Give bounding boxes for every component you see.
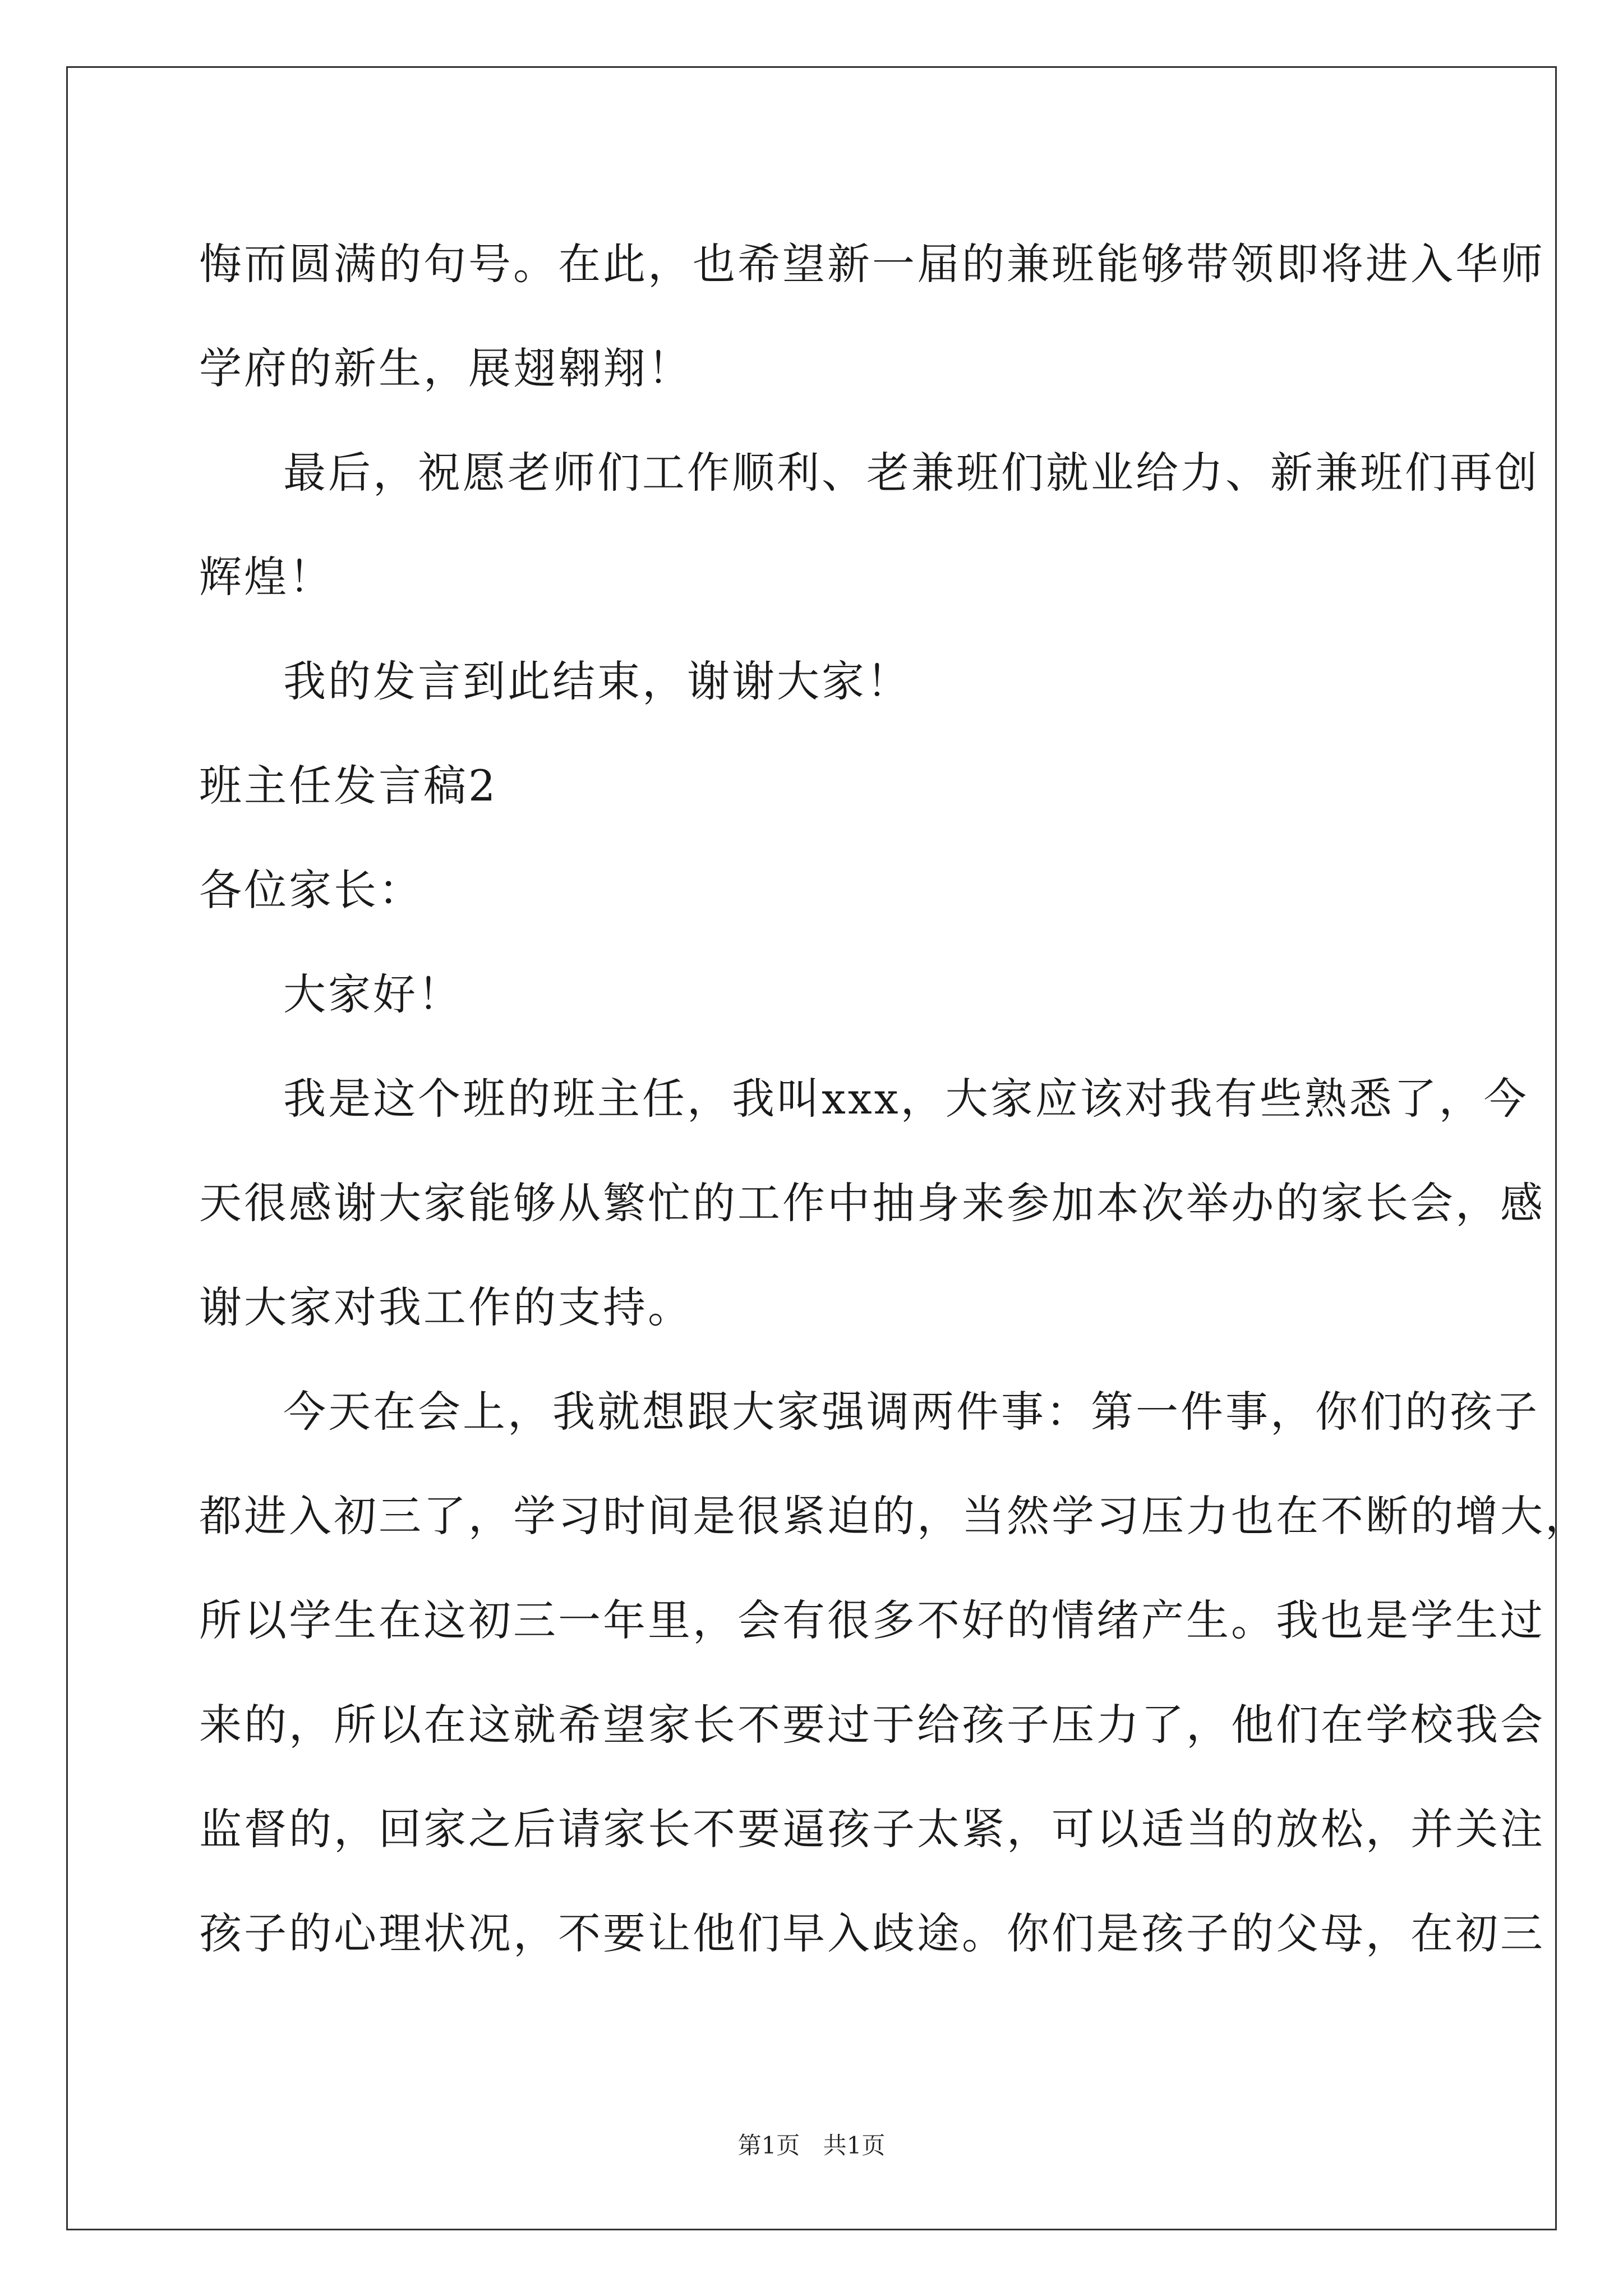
text-line: 悔而圆满的句号。在此，也希望新一届的兼班能够带领即将进入华师 <box>199 239 1545 289</box>
page-number-current: 第1页 <box>737 2132 800 2159</box>
text-line: 班主任发言稿2 <box>199 761 498 811</box>
document-body <box>199 212 1590 1986</box>
text-line: 大家好！ <box>283 969 463 1019</box>
text-line: 各位家长： <box>199 865 423 915</box>
page-footer <box>0 2129 1623 2162</box>
text-line: 都进入初三了，学习时间是很紧迫的，当然学习压力也在不断的增大， <box>199 1491 1590 1541</box>
text-line: 天很感谢大家能够从繁忙的工作中抽身来参加本次举办的家长会，感 <box>199 1178 1545 1228</box>
text-line: 辉煌！ <box>199 552 334 602</box>
text-line: 我是这个班的班主任，我叫xxx，大家应该对我有些熟悉了，今 <box>283 1074 1529 1124</box>
text-line: 我的发言到此结束，谢谢大家！ <box>283 656 911 706</box>
text-line: 学府的新生，展翅翱翔！ <box>199 343 693 393</box>
page-number-total: 共1页 <box>823 2132 886 2159</box>
text-line: 最后，祝愿老师们工作顺利、老兼班们就业给力、新兼班们再创 <box>283 448 1539 498</box>
text-line: 孩子的心理状况，不要让他们早入歧途。你们是孩子的父母，在初三 <box>199 1908 1545 1958</box>
text-line: 谢大家对我工作的支持。 <box>199 1282 693 1332</box>
text-line: 今天在会上，我就想跟大家强调两件事：第一件事，你们的孩子 <box>283 1387 1539 1437</box>
text-line: 监督的，回家之后请家长不要逼孩子太紧，可以适当的放松，并关注 <box>199 1804 1545 1854</box>
text-line: 所以学生在这初三一年里，会有很多不好的情绪产生。我也是学生过 <box>199 1595 1545 1645</box>
text-line: 来的，所以在这就希望家长不要过于给孩子压力了，他们在学校我会 <box>199 1700 1545 1750</box>
